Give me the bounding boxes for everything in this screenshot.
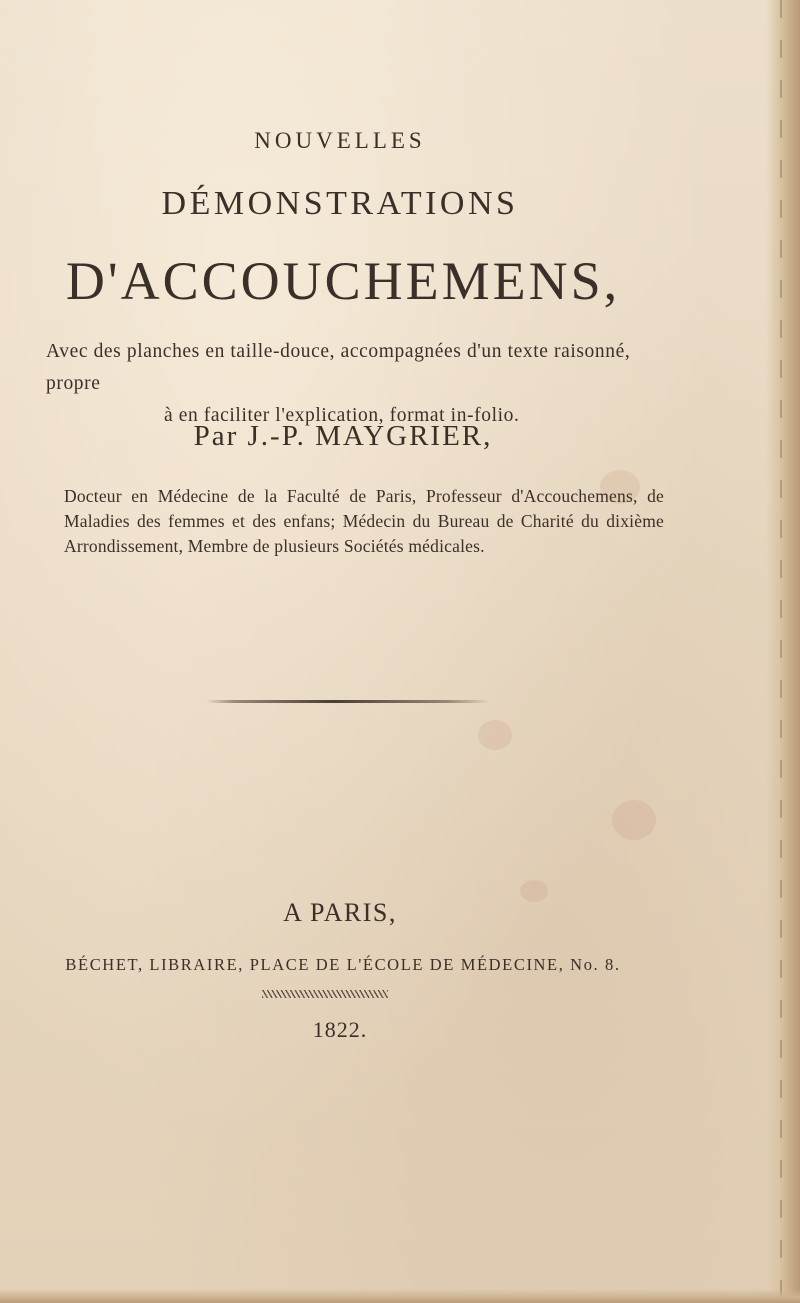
ornament-rule (262, 990, 388, 998)
subtitle (46, 336, 656, 432)
divider-rule (206, 700, 490, 703)
imprint-place: A PARIS, (283, 898, 397, 927)
subtitle-line-2: à en faciliter l'explication, format in-folio. (164, 405, 520, 426)
page-edge (766, 0, 800, 1303)
imprint-year: 1822. (312, 1017, 368, 1042)
page-bottom-edge (0, 1289, 800, 1303)
title-line-2: DÉMONSTRATIONS (161, 185, 519, 222)
paper-stain (612, 800, 656, 840)
author-credentials: Docteur en Médecine de la Faculté de Paris, Professeur d'Accouchemens, de Maladies des femmes et des enfans; Médecin du Bureau de Charité du dixième Arrondissement, Membre de plusieurs Sociétés médicales. (64, 486, 664, 556)
subtitle-line-1: Avec des planches en taille-douce, accompagnées d'un texte raisonné, propre (46, 341, 631, 394)
title-line-3: D'ACCOUCHEMENS, (65, 251, 621, 311)
paper-stain (478, 720, 512, 750)
author: Par J.-P. MAYGRIER, (193, 420, 493, 452)
title-line-1: NOUVELLES (254, 128, 426, 153)
imprint-publisher: BÉCHET, LIBRAIRE, PLACE DE L'ÉCOLE DE MÉDECINE, No. 8. (65, 955, 621, 974)
